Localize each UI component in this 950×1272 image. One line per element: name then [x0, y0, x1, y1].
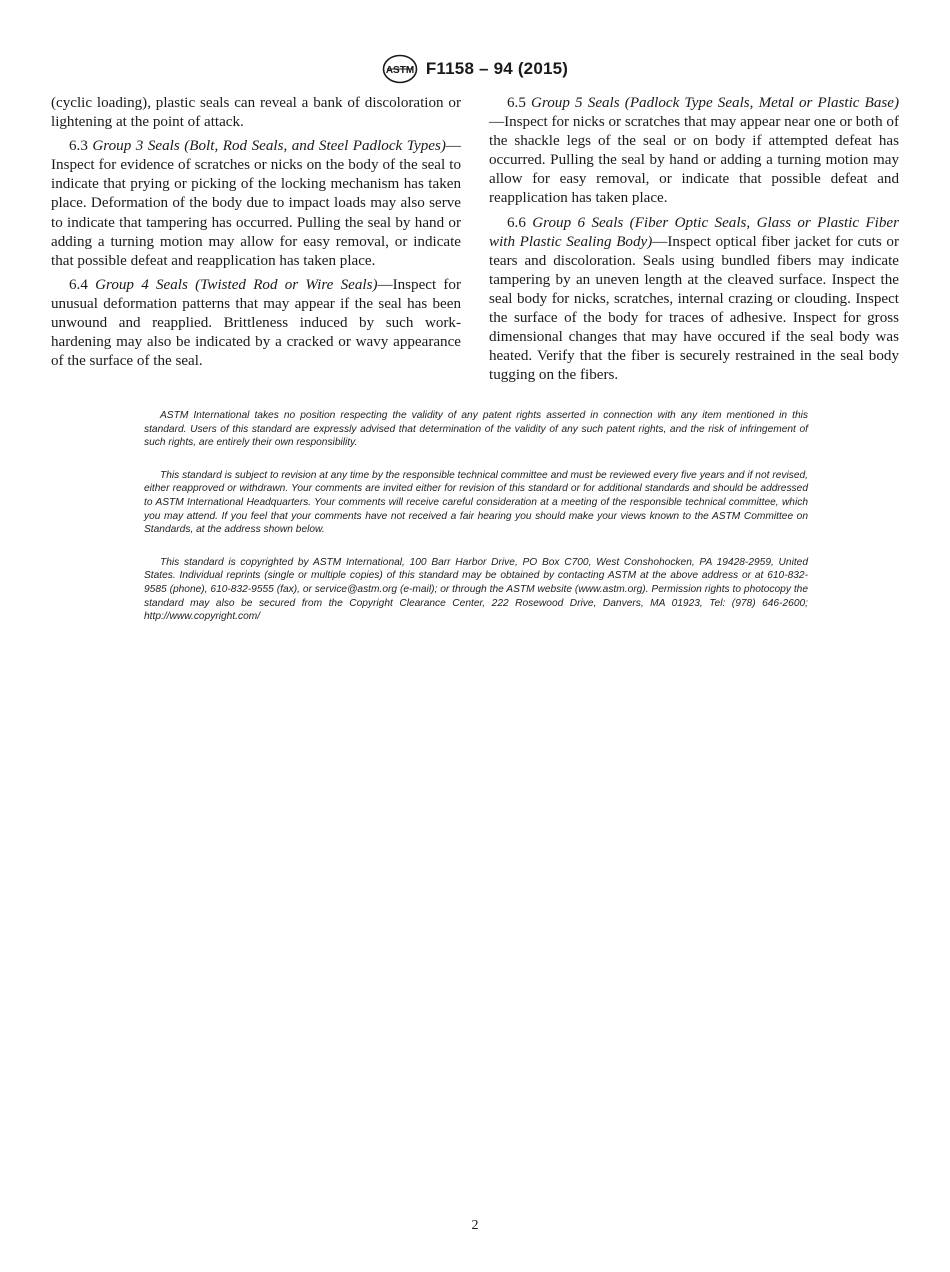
- patent-notice: ASTM International takes no position respecting the validity of any patent rights asserted in connection with any item mentioned in this standard. Users of this standard are expressly advised that determination of the validity of any such patent rights, and the risk of infringement of such rights, are entirely their own responsibility.: [144, 410, 808, 449]
- astm-notices: [144, 409, 808, 643]
- section-title: Group 6 Seals (Fiber Optic Seals, Glass or Plastic Fiber with Plastic Sealing Body): [489, 214, 899, 250]
- section-6-3: [51, 137, 461, 271]
- section-6-5: [489, 94, 899, 209]
- page-header: [0, 52, 950, 86]
- section-number: 6.5: [507, 95, 526, 111]
- section-6-6: [489, 214, 899, 386]
- section-number: 6.6: [507, 214, 526, 231]
- section-number: 6.3: [69, 138, 88, 155]
- section-title: Group 5 Seals (Padlock Type Seals, Metal or Plastic Base): [531, 95, 899, 111]
- left-column: [51, 94, 461, 371]
- section-body: —Inspect for nicks or scratches that may appear near one or both of the shackle legs of the seal or on body if attempted defeat has occurred. Pulling the seal by hand or adding a turning motion may allow for easy removal, or indicate that possible defeat and reapplication has taken place.: [489, 114, 899, 207]
- section-6-4: [51, 276, 461, 371]
- svg-text:ASTM: ASTM: [385, 65, 414, 76]
- section-title: Group 4 Seals (Twisted Rod or Wire Seals): [95, 276, 378, 293]
- revision-notice: This standard is subject to revision at any time by the responsible technical committee and must be reviewed every five years and if not revised, either reapproved or withdrawn. Your comments are invited either for revision of this standard or for additional standards and should be addressed to ASTM International Headquarters. Your comments will receive careful consideration at a meeting of the responsible technical committee, which you may attend. If you feel that your comments have not received a fair hearing you should make your views known to the ASTM Committee on Standards, at the address shown below.: [144, 469, 808, 536]
- section-title: Group 3 Seals (Bolt, Rod Seals, and Steel Padlock Types): [92, 138, 446, 155]
- copyright-notice: This standard is copyrighted by ASTM International, 100 Barr Harbor Drive, PO Box C700, West Conshohocken, PA 19428-2959, United States. Individual reprints (single or multiple copies) of this standard may be obtained by contacting ASTM at the above address or at 610-832-9585 (phone), 610-832-9555 (fax), or service@astm.org (e-mail); or through the ASTM website (www.astm.org). Permission rights to photocopy the standard may also be secured from the Copyright Clearance Center, 222 Rosewood Drive, Danvers, MA 01923, Tel: (978) 646-2600; http://www.copyright.com/: [144, 556, 808, 623]
- page-number: 2: [471, 1218, 479, 1233]
- astm-logo-icon: [382, 54, 418, 84]
- section-number: 6.4: [69, 276, 88, 293]
- standard-designation: F1158 – 94 (2015): [425, 59, 569, 78]
- section-body: —Inspect for unusual deformation patterns that may appear if the seal has been unwound and reapplied. Brittleness induced by such work-hardening may also be indicated by a cracked or wavy appearance of the surface of the seal.: [51, 276, 461, 370]
- section-body: —Inspect optical fiber jacket for cuts or tears and discoloration. Seals using bundled fibers may indicate tampering by an uneven length at the cleaved surface. Inspect the seal body for nicks, scratches, internal crazing or clouding. Inspect the surface of the body for traces of adhesive. Inspect for gross dimensional changes that may have occured if the seal body was heated. Verify that the fiber is securely restrained in the seal body tugging on the fibers.: [489, 233, 899, 384]
- continued-paragraph: (cyclic loading), plastic seals can reveal a bank of discoloration or lightening at the point of attack.: [51, 95, 461, 131]
- right-column: [489, 94, 899, 385]
- section-body: —Inspect for evidence of scratches or nicks on the body of the seal to indicate that prying or picking of the locking mechanism has taken place. Deformation of the body due to impact loads may also serve to indicate that tampering has occurred. Pulling the seal by hand or adding a turning motion may allow for easy removal, or indicate that possible defeat and reapplication has taken place.: [51, 138, 461, 269]
